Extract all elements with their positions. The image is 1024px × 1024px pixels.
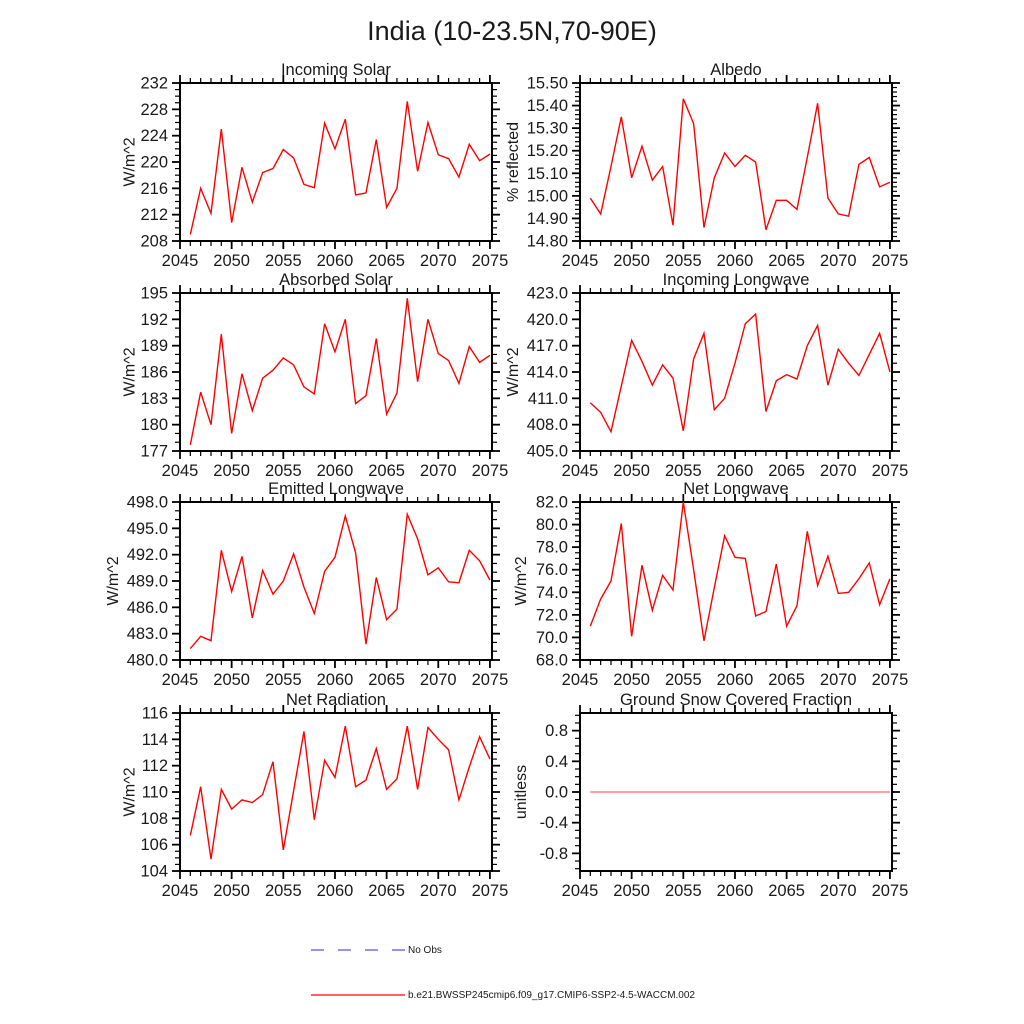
svg-text:2060: 2060	[716, 462, 754, 480]
chart-emitted-longwave	[65, 470, 509, 696]
chart-absorbed-solar	[65, 261, 509, 487]
svg-text:2070: 2070	[419, 252, 457, 270]
axis-ticks	[572, 285, 900, 459]
svg-text:192: 192	[140, 310, 168, 329]
svg-text:414.0: 414.0	[526, 363, 568, 382]
model-solid-line-icon	[310, 989, 406, 1001]
svg-text:-0.4: -0.4	[539, 814, 568, 833]
axis-labels	[513, 480, 908, 689]
svg-text:183: 183	[140, 389, 168, 408]
svg-text:0.4: 0.4	[545, 752, 568, 771]
svg-text:2060: 2060	[716, 252, 754, 270]
svg-text:2050: 2050	[213, 252, 251, 270]
svg-text:70.0: 70.0	[535, 628, 568, 647]
svg-text:15.40: 15.40	[526, 97, 568, 116]
chart-incoming-solar	[65, 51, 509, 277]
legend-entry-no-obs	[310, 944, 442, 956]
svg-text:W/m^2: W/m^2	[505, 347, 522, 397]
svg-text:2050: 2050	[213, 671, 251, 689]
svg-text:2075: 2075	[871, 882, 909, 900]
svg-text:212: 212	[140, 206, 168, 225]
svg-text:74.0: 74.0	[535, 583, 568, 602]
svg-text:2065: 2065	[768, 462, 805, 480]
axis-ticks	[572, 75, 900, 249]
svg-text:228: 228	[140, 100, 168, 119]
svg-text:480.0: 480.0	[126, 651, 168, 670]
svg-text:2055: 2055	[264, 252, 302, 270]
axis-labels	[505, 271, 908, 480]
svg-text:2070: 2070	[819, 462, 857, 480]
axis-labels	[105, 480, 508, 689]
svg-text:unitless: unitless	[513, 764, 531, 820]
svg-text:76.0: 76.0	[535, 561, 568, 580]
svg-text:2075: 2075	[871, 252, 909, 270]
svg-text:2070: 2070	[419, 882, 457, 900]
svg-text:2065: 2065	[368, 462, 405, 480]
svg-text:2050: 2050	[213, 882, 251, 900]
axis-ticks	[572, 494, 900, 668]
svg-text:2060: 2060	[316, 671, 354, 689]
svg-text:483.0: 483.0	[126, 625, 168, 644]
svg-text:2065: 2065	[368, 252, 405, 270]
svg-text:2050: 2050	[613, 462, 651, 480]
chart-net-radiation	[65, 681, 509, 907]
svg-text:Incoming Longwave: Incoming Longwave	[662, 271, 810, 289]
svg-text:2050: 2050	[613, 882, 651, 900]
series-line	[590, 99, 890, 230]
chart-albedo	[465, 51, 909, 277]
legend-entry-model	[310, 989, 695, 1001]
svg-text:2070: 2070	[819, 671, 857, 689]
svg-text:216: 216	[140, 179, 168, 198]
svg-text:2055: 2055	[264, 671, 302, 689]
svg-text:Ground Snow Covered Fraction: Ground Snow Covered Fraction	[619, 691, 853, 709]
svg-text:Albedo: Albedo	[710, 61, 762, 79]
svg-text:-0.8: -0.8	[539, 844, 568, 863]
svg-text:2065: 2065	[768, 671, 805, 689]
svg-text:0.8: 0.8	[545, 722, 568, 741]
series-line	[190, 514, 490, 648]
svg-text:110: 110	[141, 783, 168, 802]
svg-text:82.0: 82.0	[535, 493, 568, 512]
axis-labels	[505, 61, 908, 270]
svg-text:2055: 2055	[264, 882, 302, 900]
svg-text:489.0: 489.0	[126, 572, 168, 591]
axis-ticks	[172, 285, 500, 459]
svg-text:112: 112	[141, 757, 168, 776]
axis-labels	[513, 691, 908, 900]
svg-text:2075: 2075	[871, 671, 909, 689]
svg-text:80.0: 80.0	[535, 516, 568, 535]
chart-ground-snow-covered-fraction	[465, 681, 909, 907]
svg-text:186: 186	[140, 363, 168, 382]
series-line	[590, 502, 890, 641]
svg-text:2075: 2075	[471, 882, 509, 900]
svg-text:2075: 2075	[471, 252, 509, 270]
svg-text:2070: 2070	[819, 252, 857, 270]
series-line	[190, 101, 490, 234]
svg-text:232: 232	[140, 74, 168, 93]
svg-text:15.20: 15.20	[526, 142, 568, 161]
svg-text:2065: 2065	[768, 882, 805, 900]
svg-text:2045: 2045	[161, 882, 199, 900]
svg-text:2055: 2055	[664, 671, 702, 689]
svg-text:423.0: 423.0	[526, 284, 568, 303]
chart-incoming-longwave	[465, 261, 909, 487]
svg-text:2055: 2055	[264, 462, 302, 480]
svg-text:72.0: 72.0	[535, 606, 568, 625]
legend-no-obs-label: No Obs	[408, 944, 442, 956]
svg-text:189: 189	[140, 337, 168, 356]
svg-text:W/m^2: W/m^2	[105, 556, 122, 606]
svg-text:2045: 2045	[561, 882, 599, 900]
svg-text:405.0: 405.0	[526, 442, 568, 461]
axis-ticks	[172, 494, 500, 668]
svg-text:2065: 2065	[368, 671, 405, 689]
svg-text:408.0: 408.0	[526, 416, 568, 435]
svg-text:68.0: 68.0	[535, 651, 568, 670]
svg-text:2070: 2070	[419, 671, 457, 689]
svg-text:2045: 2045	[561, 462, 599, 480]
svg-text:486.0: 486.0	[126, 598, 168, 617]
svg-text:2055: 2055	[664, 252, 702, 270]
svg-text:78.0: 78.0	[535, 538, 568, 557]
svg-text:2050: 2050	[613, 252, 651, 270]
svg-text:14.90: 14.90	[526, 209, 568, 228]
series-line	[190, 298, 490, 445]
svg-text:180: 180	[140, 416, 168, 435]
svg-text:2050: 2050	[213, 462, 251, 480]
svg-text:2045: 2045	[161, 462, 199, 480]
svg-text:0.0: 0.0	[545, 783, 568, 802]
svg-text:108: 108	[140, 809, 168, 828]
svg-text:2060: 2060	[716, 671, 754, 689]
svg-text:2060: 2060	[316, 882, 354, 900]
svg-text:Net Radiation: Net Radiation	[286, 691, 386, 709]
svg-text:W/m^2: W/m^2	[121, 137, 139, 187]
svg-text:15.30: 15.30	[526, 119, 568, 138]
svg-text:14.80: 14.80	[526, 232, 568, 251]
svg-text:498.0: 498.0	[126, 493, 168, 512]
svg-text:195: 195	[140, 284, 168, 303]
svg-text:104: 104	[140, 862, 168, 881]
svg-text:116: 116	[141, 704, 168, 723]
svg-text:492.0: 492.0	[126, 546, 168, 565]
svg-text:15.00: 15.00	[526, 187, 568, 206]
svg-text:Incoming Solar: Incoming Solar	[280, 61, 392, 79]
svg-text:W/m^2: W/m^2	[513, 556, 531, 606]
svg-text:495.0: 495.0	[126, 519, 168, 538]
svg-text:2060: 2060	[316, 462, 354, 480]
svg-text:420.0: 420.0	[526, 310, 568, 329]
svg-text:2075: 2075	[871, 462, 909, 480]
svg-text:Absorbed Solar: Absorbed Solar	[279, 271, 393, 289]
svg-text:220: 220	[140, 153, 168, 172]
svg-text:224: 224	[140, 127, 168, 146]
page-title: India (10-23.5N,70-90E)	[367, 16, 657, 46]
svg-text:Emitted Longwave: Emitted Longwave	[268, 480, 404, 498]
svg-text:2050: 2050	[613, 671, 651, 689]
svg-text:177: 177	[140, 442, 168, 461]
no-obs-dashed-line-icon	[310, 944, 406, 956]
svg-text:Net Longwave: Net Longwave	[683, 480, 789, 498]
svg-text:2065: 2065	[768, 252, 805, 270]
svg-text:2045: 2045	[161, 252, 199, 270]
svg-text:106: 106	[140, 836, 168, 855]
svg-text:2060: 2060	[716, 882, 754, 900]
svg-text:2060: 2060	[316, 252, 354, 270]
svg-text:417.0: 417.0	[526, 337, 568, 356]
svg-text:W/m^2: W/m^2	[121, 767, 139, 817]
svg-text:W/m^2: W/m^2	[121, 347, 139, 397]
svg-text:2075: 2075	[471, 462, 509, 480]
series-line	[590, 314, 890, 432]
svg-text:114: 114	[141, 730, 168, 749]
legend-model-label: b.e21.BWSSP245cmip6.f09_g17.CMIP6-SSP2-4.5-WACCM.002	[408, 989, 695, 1001]
svg-text:2055: 2055	[664, 462, 702, 480]
series-line	[190, 726, 490, 859]
svg-text:15.10: 15.10	[526, 164, 568, 183]
svg-text:2070: 2070	[819, 882, 857, 900]
svg-text:2045: 2045	[161, 671, 199, 689]
svg-text:15.50: 15.50	[526, 74, 568, 93]
svg-text:2065: 2065	[368, 882, 405, 900]
svg-text:2070: 2070	[419, 462, 457, 480]
svg-text:2045: 2045	[561, 252, 599, 270]
svg-text:208: 208	[140, 232, 168, 251]
svg-text:% reflected: % reflected	[505, 121, 522, 203]
svg-text:2055: 2055	[664, 882, 702, 900]
svg-text:2075: 2075	[471, 671, 509, 689]
svg-text:2045: 2045	[561, 671, 599, 689]
svg-text:411.0: 411.0	[527, 389, 568, 408]
chart-net-longwave	[465, 470, 909, 696]
